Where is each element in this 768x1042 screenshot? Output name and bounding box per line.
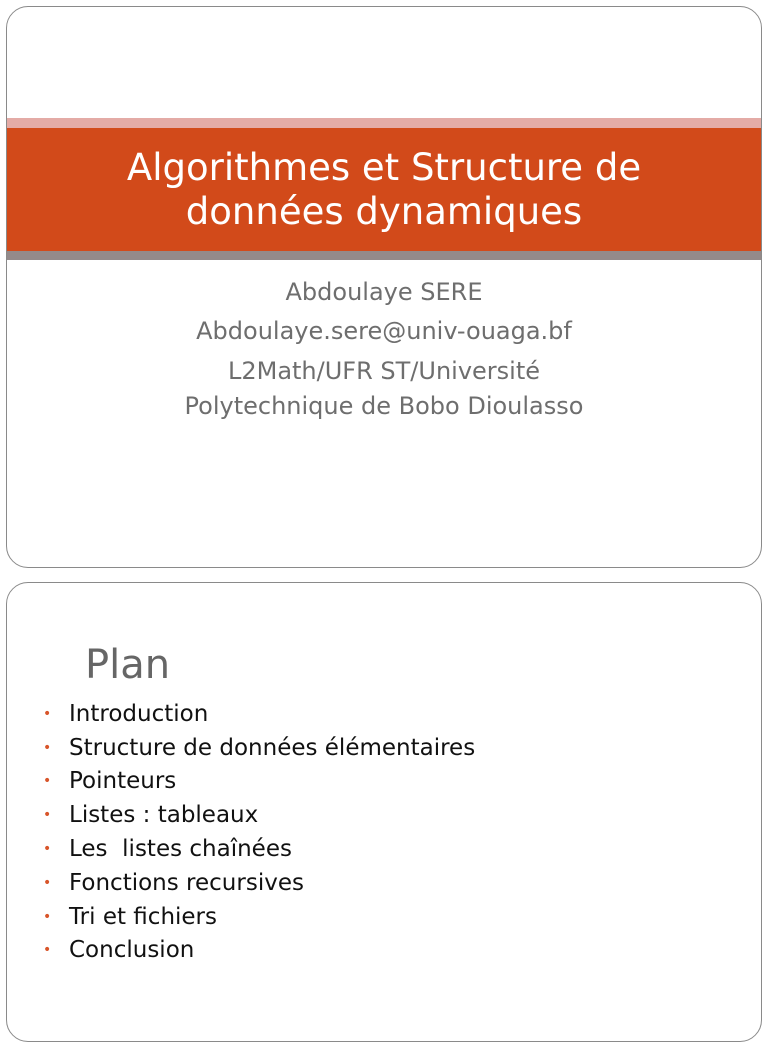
author-name: Abdoulaye SERE	[285, 278, 483, 306]
affiliation-line-1: L2Math/UFR ST/Université	[227, 357, 541, 385]
title-band	[7, 128, 761, 251]
title-slide	[6, 6, 762, 568]
list-item-text: Fonctions recursives	[69, 869, 304, 896]
list-item	[43, 798, 475, 832]
list-item-text: Les listes chaînées	[69, 836, 292, 863]
bullet-icon: •	[43, 773, 52, 790]
affiliation-line-2: Polytechnique de Bobo Dioulasso	[184, 392, 584, 420]
list-item-text: Listes : tableaux	[69, 802, 259, 829]
list-item-text: Pointeurs	[69, 768, 177, 795]
list-item	[43, 934, 475, 968]
list-item	[43, 832, 475, 866]
list-item-text: Structure de données élémentaires	[69, 734, 476, 761]
list-item	[43, 765, 475, 799]
list-item-text: Conclusion	[69, 937, 195, 964]
bullet-icon: •	[43, 807, 52, 824]
plan-slide	[6, 582, 762, 1042]
bullet-icon: •	[43, 739, 52, 756]
list-item-text: Introduction	[69, 700, 209, 727]
plan-heading: Plan	[85, 642, 171, 688]
list-item	[43, 900, 475, 934]
bullet-icon: •	[43, 841, 52, 858]
title-band-bottom-stripe	[7, 251, 761, 260]
bullet-icon: •	[43, 908, 52, 925]
title-band-top-stripe	[7, 118, 761, 128]
list-item	[43, 731, 475, 765]
subtitle-block	[7, 273, 761, 421]
list-item-text: Tri et fichiers	[69, 903, 217, 930]
slide-title-line-1: Algorithmes et Structure de	[126, 145, 642, 189]
bullet-icon: •	[43, 874, 52, 891]
list-item	[43, 697, 475, 731]
bullet-icon: •	[43, 942, 52, 959]
plan-list	[43, 697, 475, 967]
author-email: Abdoulaye.sere@univ-ouaga.bf	[196, 317, 572, 345]
list-item	[43, 866, 475, 900]
bullet-icon: •	[43, 705, 52, 722]
slide-title-line-2: données dynamiques	[185, 189, 583, 233]
